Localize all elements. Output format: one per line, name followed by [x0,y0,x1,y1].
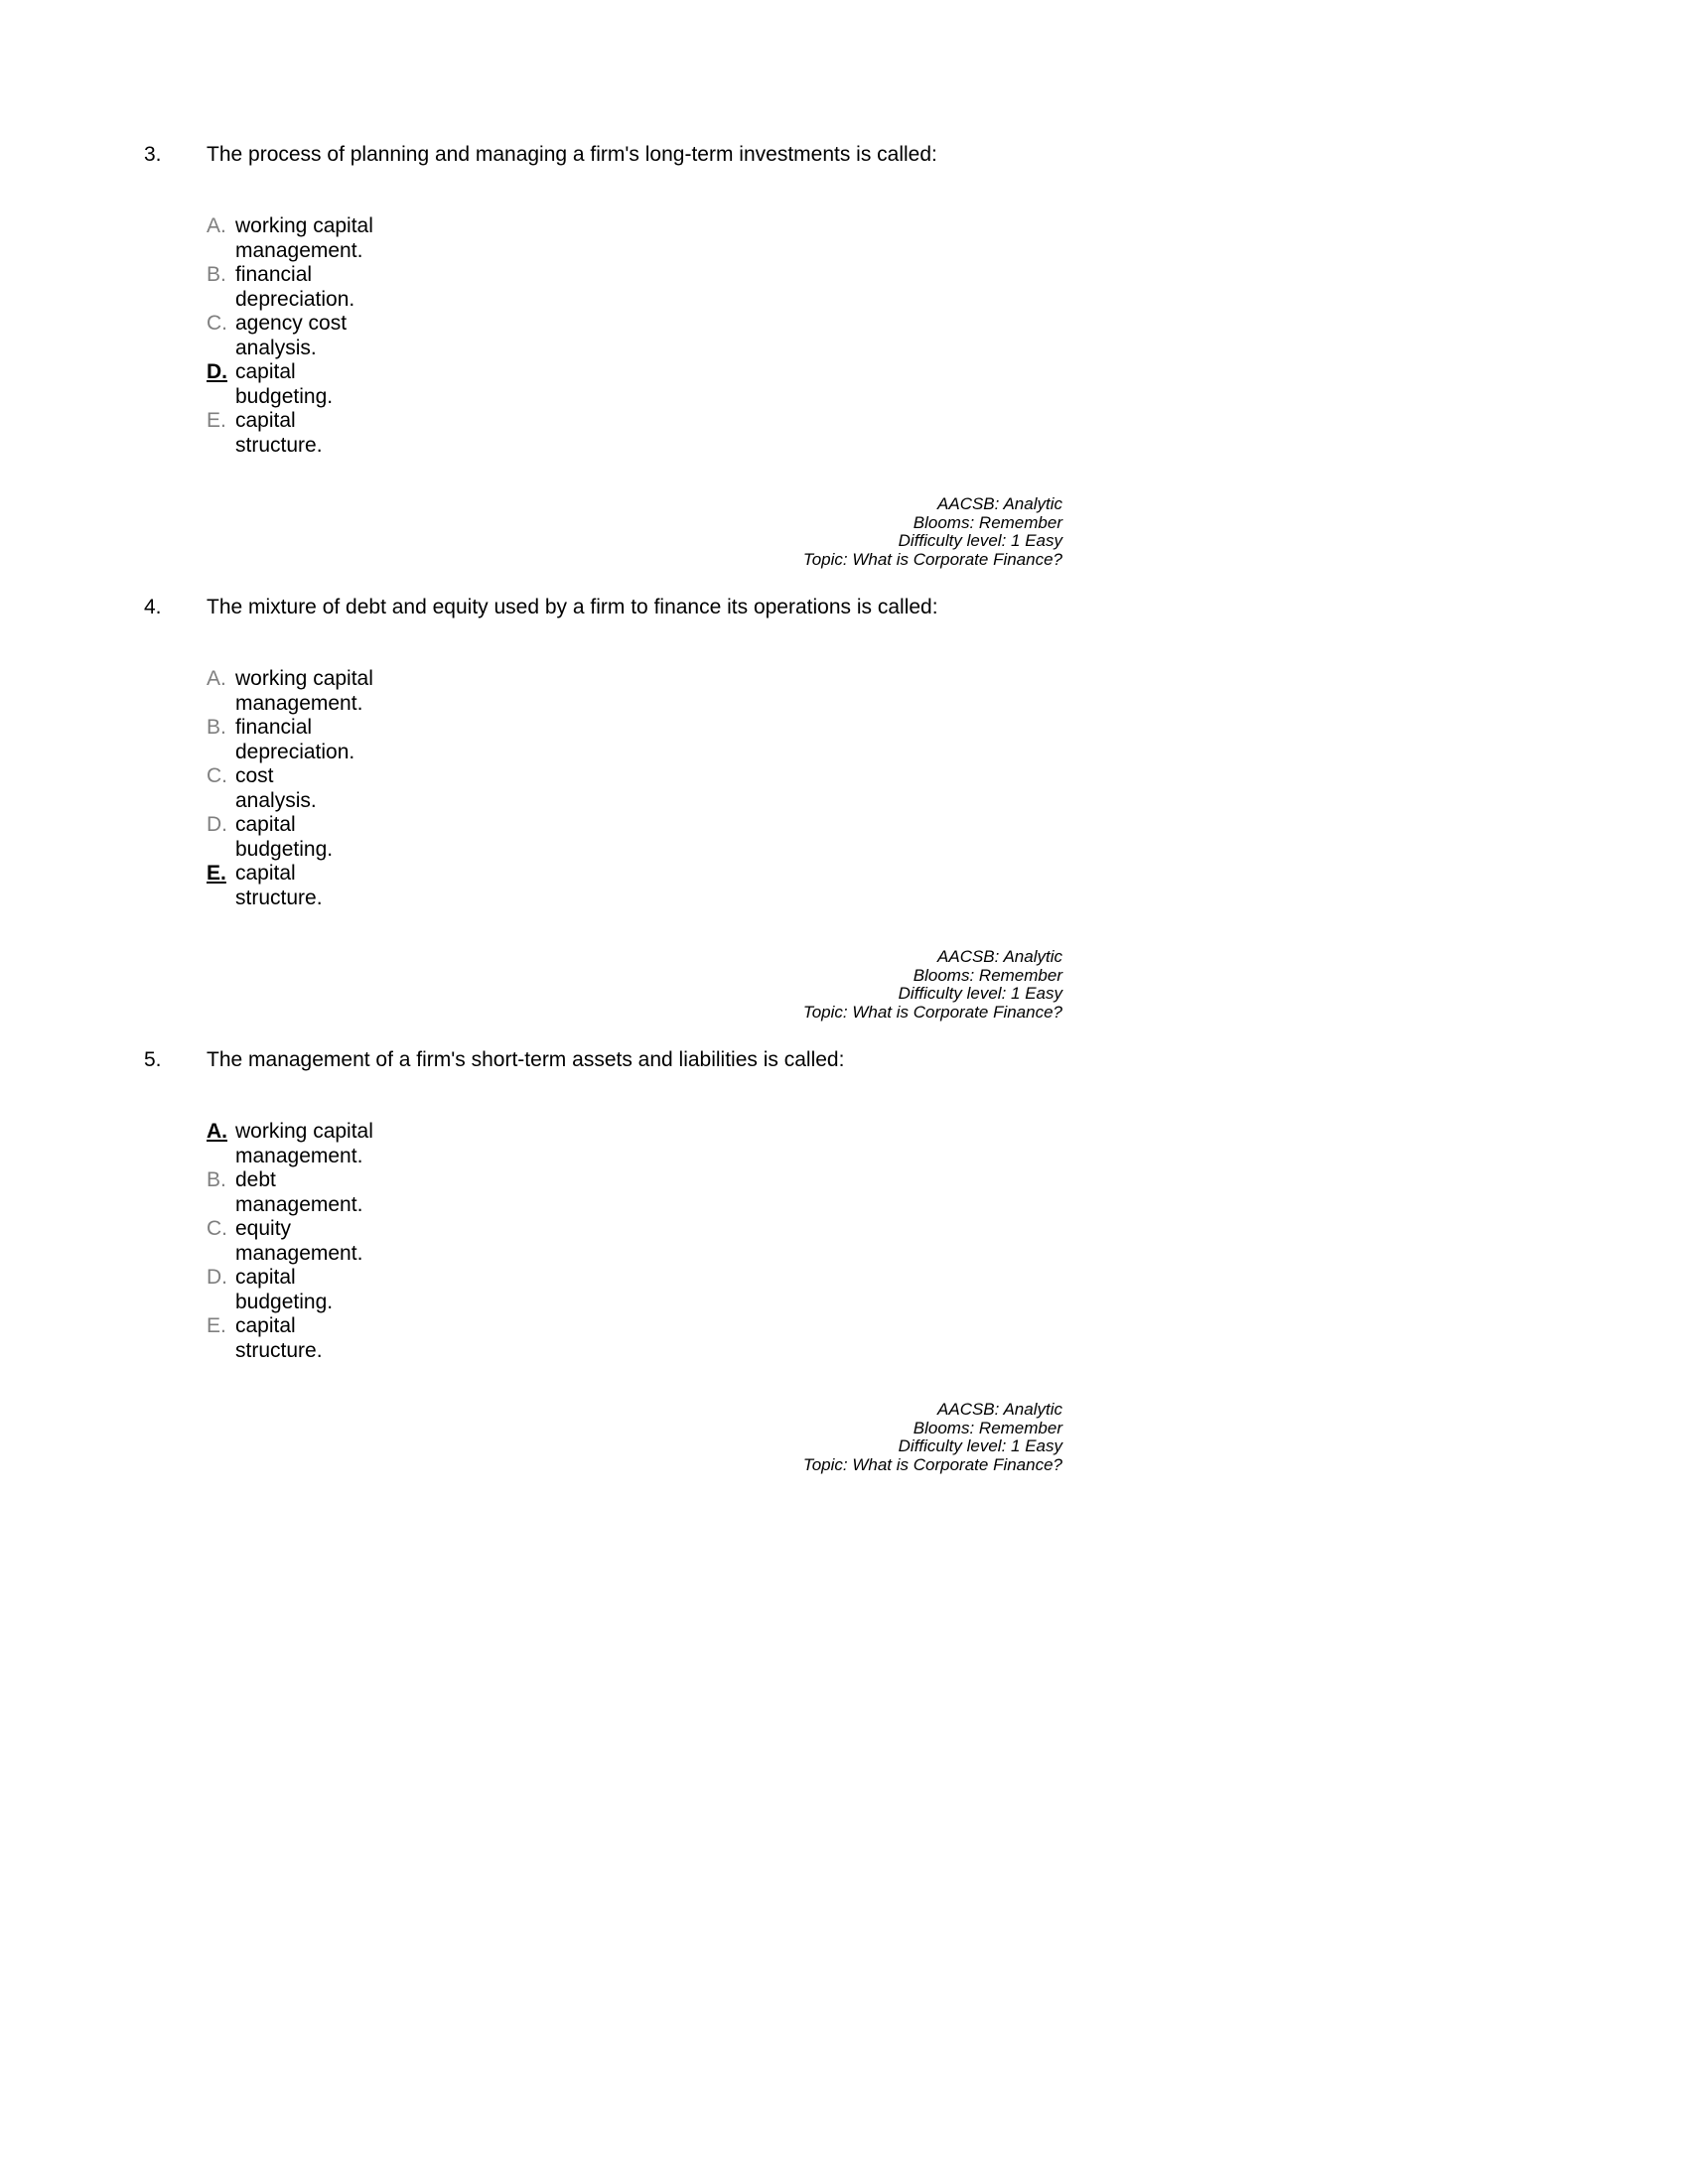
option-letter: E. [207,1314,226,1337]
option-letter: C. [207,312,227,335]
option-text: working capital management. [235,667,373,715]
question-text: The mixture of debt and equity used by a firm to finance its operations is called: [207,596,938,618]
answer-option-c [207,312,1062,360]
meta-topic: Topic: What is Corporate Finance? [802,549,1062,569]
question-metadata [144,495,1062,569]
option-letter: C. [207,764,227,787]
question-number: 3. [144,143,162,166]
option-text: capital budgeting. [235,813,334,861]
option-text: agency cost analysis. [235,312,348,359]
answer-option-d-correct [207,360,1062,409]
answer-option-e-correct [207,862,1062,910]
question-metadata [144,1401,1062,1474]
question-number: 5. [144,1048,162,1071]
meta-difficulty: Difficulty level: 1 Easy [898,1436,1062,1455]
option-text: capital structure. [235,1314,323,1362]
answer-options [207,214,1062,458]
option-text: financial depreciation. [235,716,355,763]
meta-aacsb: AACSB: Analytic [937,494,1062,513]
question-4 [144,595,1062,1022]
question-text: The process of planning and managing a firm's long-term investments is called: [207,143,937,166]
option-letter: B. [207,1168,226,1191]
question-metadata [144,948,1062,1022]
answer-option-b [207,263,1062,312]
meta-aacsb: AACSB: Analytic [937,1400,1062,1419]
option-letter: A. [207,214,226,237]
option-text: debt management. [235,1168,363,1216]
answer-option-b [207,1168,1062,1217]
option-text: working capital management. [235,214,373,262]
option-letter: A. [207,667,226,690]
option-text: working capital management. [235,1120,373,1167]
question-text: The management of a firm's short-term assets and liabilities is called: [207,1048,845,1071]
answer-option-d [207,813,1062,862]
option-text: capital structure. [235,862,323,909]
answer-option-a [207,214,1062,263]
answer-option-c [207,764,1062,813]
meta-blooms: Blooms: Remember [913,512,1062,532]
answer-option-b [207,716,1062,764]
option-letter: D. [207,1266,227,1289]
meta-difficulty: Difficulty level: 1 Easy [898,531,1062,550]
question-row [144,595,1062,619]
option-text: capital structure. [235,409,323,457]
answer-option-a [207,667,1062,716]
option-letter-correct: D. [207,360,227,383]
question-5 [144,1047,1062,1474]
question-number: 4. [144,596,162,618]
meta-difficulty: Difficulty level: 1 Easy [898,984,1062,1003]
meta-blooms: Blooms: Remember [913,1418,1062,1437]
option-text: capital budgeting. [235,360,334,408]
option-letter: B. [207,263,226,286]
question-3 [144,142,1062,569]
option-text: cost analysis. [235,764,317,812]
answer-option-c [207,1217,1062,1266]
meta-blooms: Blooms: Remember [913,965,1062,985]
option-letter-correct: A. [207,1120,227,1143]
meta-aacsb: AACSB: Analytic [937,947,1062,966]
answer-option-a-correct [207,1120,1062,1168]
option-text: equity management. [235,1217,363,1265]
meta-topic: Topic: What is Corporate Finance? [802,1454,1062,1474]
answer-option-e [207,1314,1062,1363]
answer-options [207,1120,1062,1363]
meta-topic: Topic: What is Corporate Finance? [802,1002,1062,1022]
option-letter: E. [207,409,226,432]
option-letter-correct: E. [207,862,226,885]
option-letter: C. [207,1217,227,1240]
answer-options [207,667,1062,910]
question-row [144,142,1062,167]
question-row [144,1047,1062,1072]
answer-option-e [207,409,1062,458]
page-content [144,142,1062,1500]
option-text: capital budgeting. [235,1266,334,1313]
option-letter: B. [207,716,226,739]
option-text: financial depreciation. [235,263,355,311]
option-letter: D. [207,813,227,836]
answer-option-d [207,1266,1062,1314]
